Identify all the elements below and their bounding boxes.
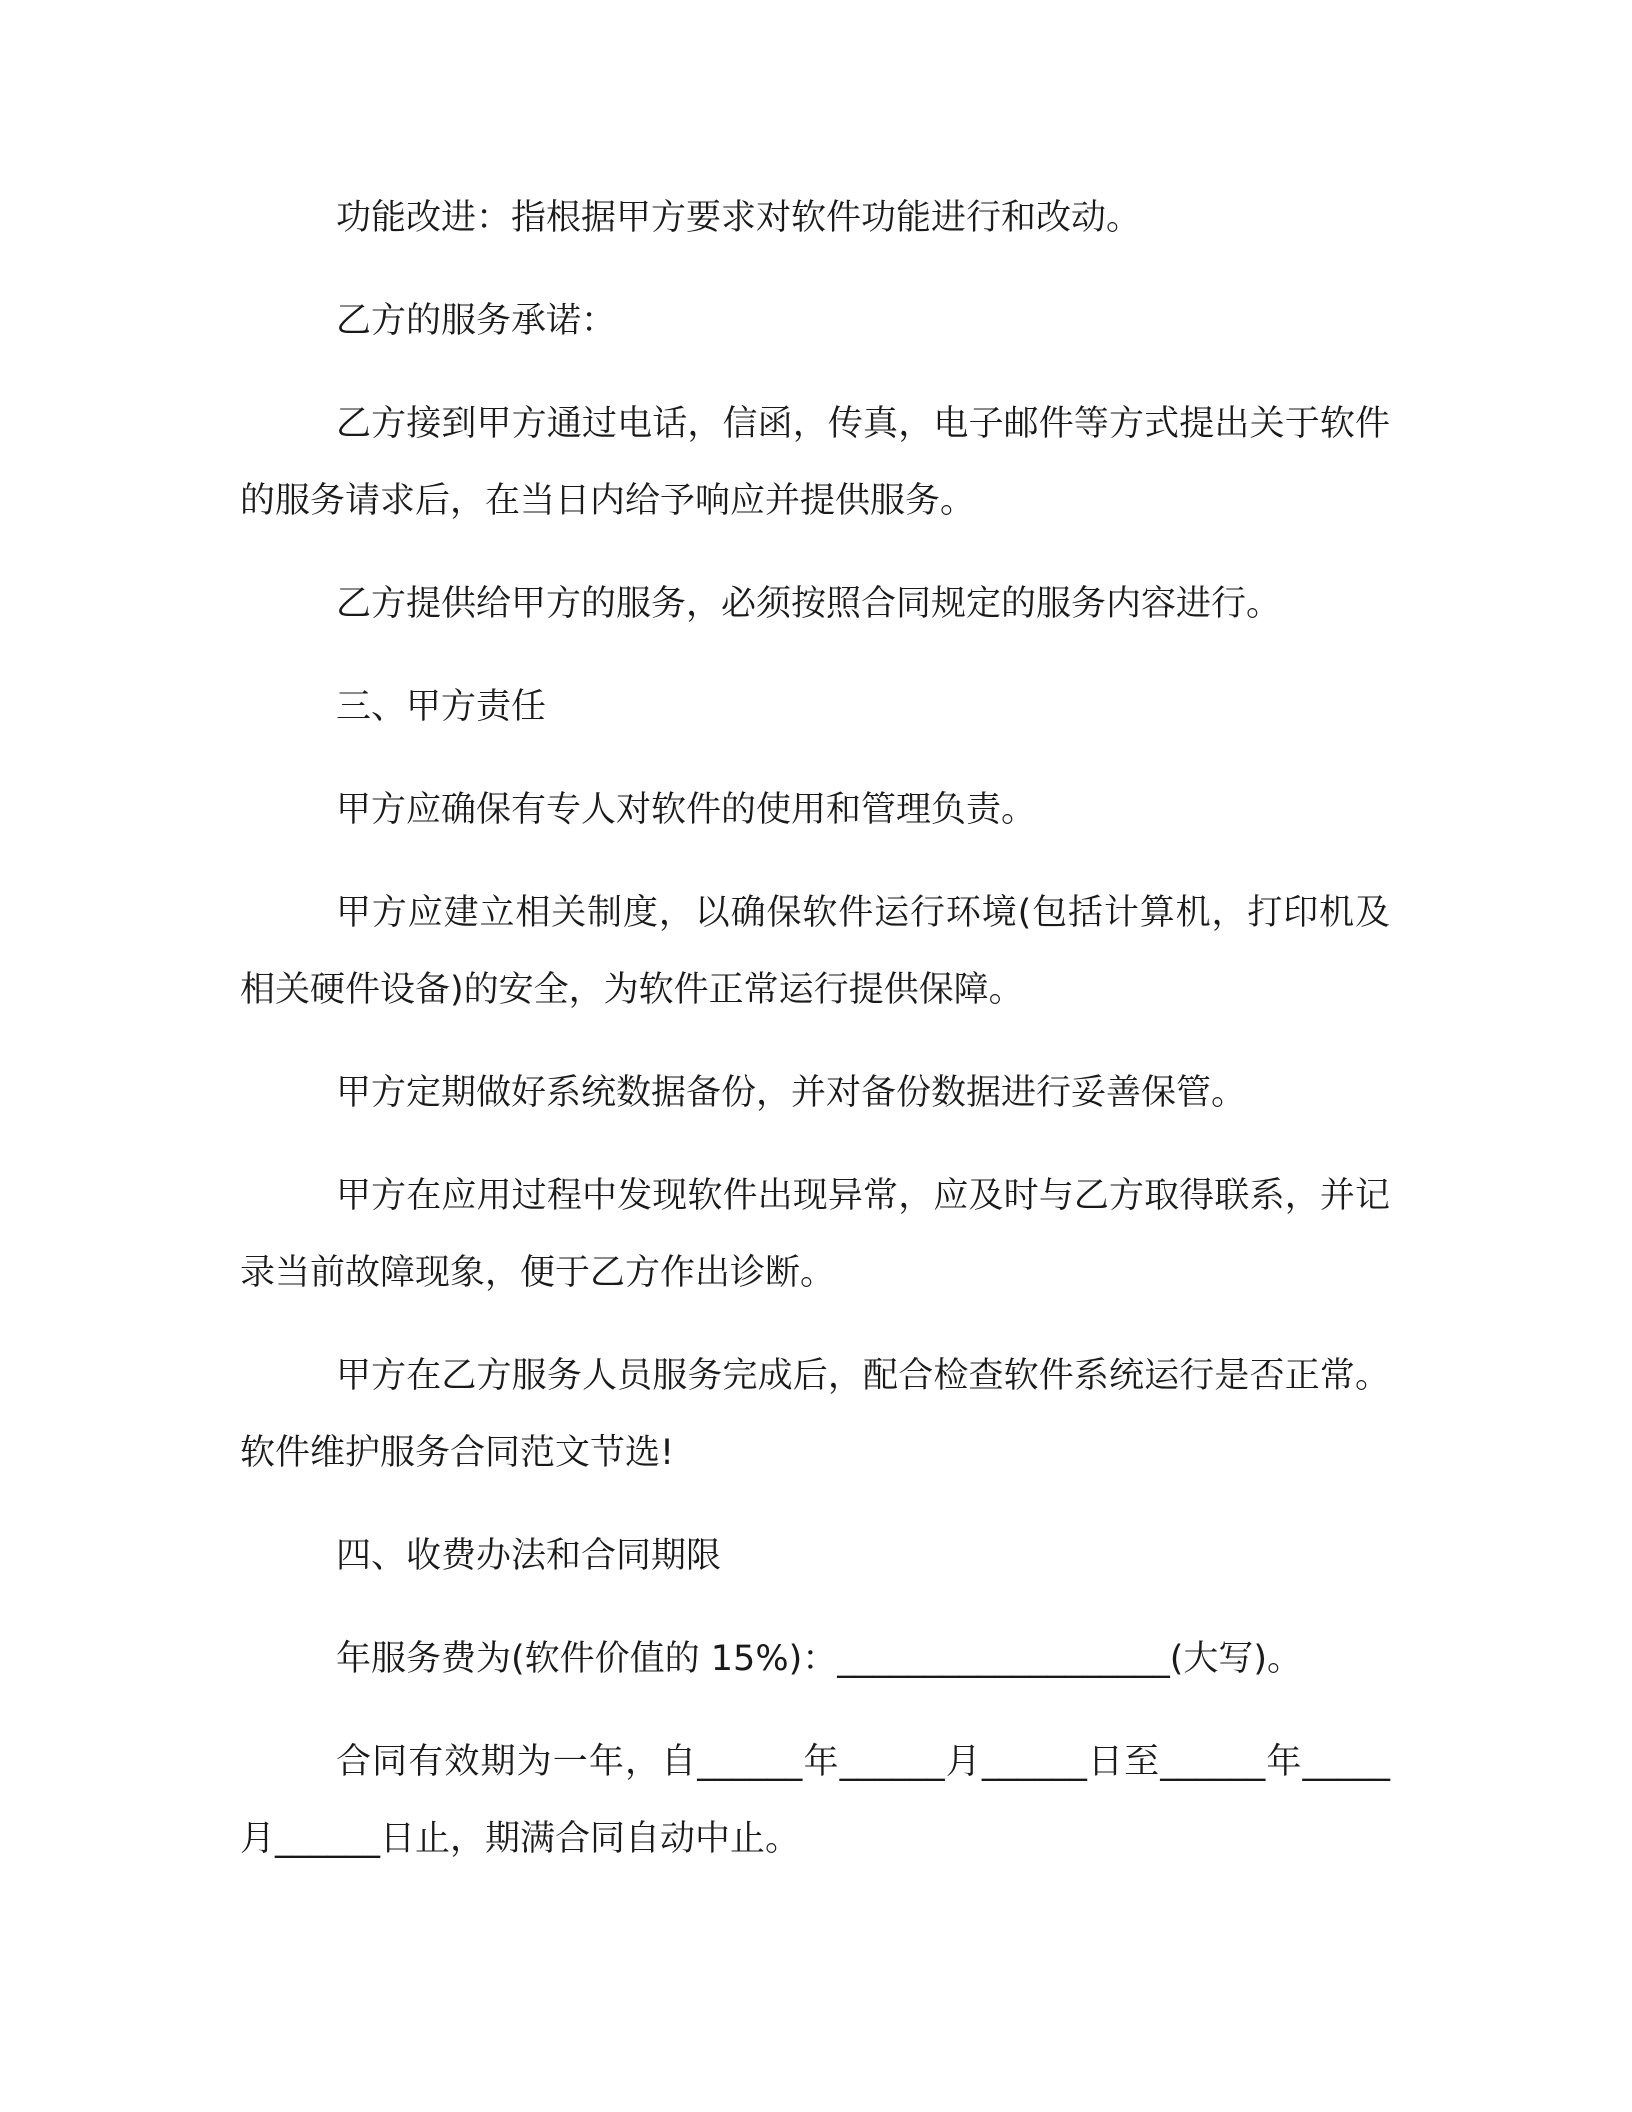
paragraph-service-request-response: 乙方接到甲方通过电话，信函，传真，电子邮件等方式提出关于软件的服务请求后，在当日内给予响应并提供服务。 <box>240 404 1390 521</box>
paragraph-service-content: 乙方提供给甲方的服务，必须按照合同规定的服务内容进行。 <box>336 584 1282 624</box>
paragraph-data-backup: 甲方定期做好系统数据备份，并对备份数据进行妥善保管。 <box>336 1073 1247 1113</box>
document-body <box>240 180 1390 1904</box>
paragraph-operating-environment: 甲方应建立相关制度，以确保软件运行环境(包括计算机，打印机及相关硬件设备)的安全，为软件正常运行提供保障。 <box>240 893 1390 1010</box>
section-heading-fees-and-term: 四、收费办法和合同期限 <box>336 1536 722 1576</box>
paragraph-service-verification: 甲方在乙方服务人员服务完成后，配合检查软件系统运行是否正常。软件维护服务合同范文节选! <box>240 1356 1390 1473</box>
paragraph-service-commitment-heading: 乙方的服务承诺： <box>336 301 617 341</box>
paragraph-annual-fee: 年服务费为(软件价值的 15%)：___________________(大写)。 <box>336 1639 1303 1679</box>
paragraph-dedicated-personnel: 甲方应确保有专人对软件的使用和管理负责。 <box>336 790 1037 830</box>
paragraph-fault-reporting: 甲方在应用过程中发现软件出现异常，应及时与乙方取得联系，并记录当前故障现象，便于乙方作出诊断。 <box>240 1176 1390 1293</box>
paragraph-function-improvement: 功能改进：指根据甲方要求对软件功能进行和改动。 <box>336 198 1142 238</box>
section-heading-party-a-responsibility: 三、甲方责任 <box>336 687 547 727</box>
paragraph-contract-term: 合同有效期为一年，自______年______月______日至______年_____月______日止，期满合同自动中止。 <box>240 1742 1390 1859</box>
